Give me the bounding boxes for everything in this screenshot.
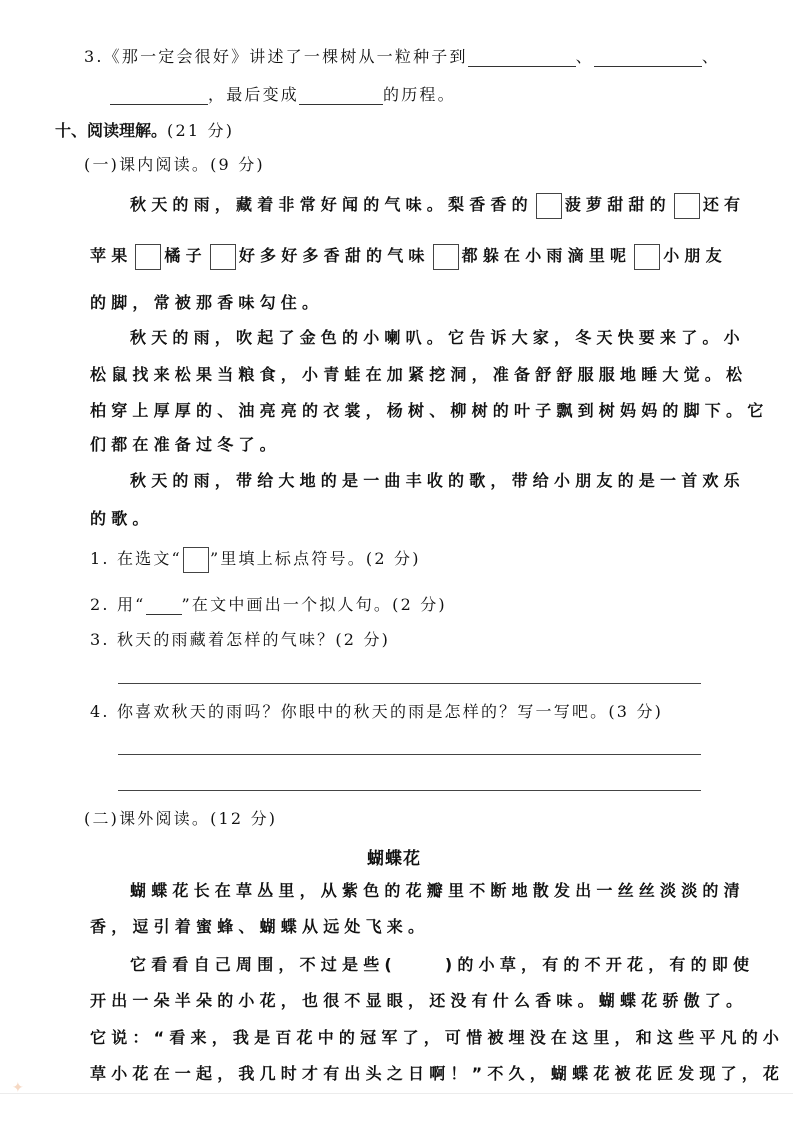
answer-line-q4-2[interactable] <box>118 790 701 791</box>
question-2-suffix: ”在文中画出一个拟人句。(2 分) <box>181 595 447 614</box>
question-2 <box>90 592 447 615</box>
section-score: (21 分) <box>167 121 235 140</box>
passage1-p2-line2: 松鼠找来松果当粮食，小青蛙在加紧挖洞，准备舒舒服服地睡大觉。松 <box>90 365 748 384</box>
question-1-suffix: ”里填上标点符号。(2 分) <box>209 549 421 568</box>
passage2-p1-line1: 蝴蝶花长在草丛里，从紫色的花瓣里不断地散发出一丝丝淡淡的清 <box>130 881 745 900</box>
passage2-p1-line2: 香，逗引着蜜蜂、蝴蝶从远处飞来。 <box>90 917 430 936</box>
separator: 、 <box>575 47 594 66</box>
answer-blank-3[interactable] <box>110 86 208 105</box>
punctuation-box[interactable] <box>536 193 562 219</box>
part2-heading: (二)课外阅读。(12 分) <box>84 809 278 828</box>
passage2-p2-line2: 开出一朵半朵的小花，也很不显眼，还没有什么香味。蝴蝶花骄傲了。 <box>90 991 748 1010</box>
question-1-prefix: 1. 在选文“ <box>90 549 182 568</box>
text-seg: 菠萝甜甜的 <box>564 195 671 214</box>
punctuation-box[interactable] <box>433 244 459 270</box>
punctuation-box[interactable] <box>135 244 161 270</box>
text-seg: 好多好多香甜的气味 <box>238 246 430 265</box>
text-seg: 都躲在小雨滴里呢 <box>461 246 632 265</box>
text-seg: 还有 <box>702 195 746 214</box>
passage2-p2-line4: 草小花在一起，我几时才有出头之日啊！”不久，蝴蝶花被花匠发现了，花 <box>90 1064 785 1083</box>
passage1-p3-line1: 秋天的雨，带给大地的是一曲丰收的歌，带给小朋友的是一首欢乐 <box>130 471 745 490</box>
text-seg: )的小草，有的不开花，有的即使 <box>444 955 755 974</box>
answer-blank-2[interactable] <box>594 48 702 67</box>
answer-blank-1[interactable] <box>468 48 576 67</box>
text-seg: 秋天的雨，藏着非常好闻的气味。梨香香的 <box>130 195 533 214</box>
text-seg: 它看看自己周围，不过是些( <box>130 955 397 974</box>
punctuation-box[interactable] <box>210 244 236 270</box>
prev-question-3-line2 <box>110 82 456 105</box>
prev-question-3-text: 3.《那一定会很好》讲述了一棵树从一粒种子到 <box>84 47 468 66</box>
part1-heading: (一)课内阅读。(9 分) <box>84 155 265 174</box>
question-4: 4. 你喜欢秋天的雨吗？你眼中的秋天的雨是怎样的？写一写吧。(3 分) <box>90 702 664 721</box>
punctuation-box-sample <box>183 547 209 573</box>
passage1-p2-line1: 秋天的雨，吹起了金色的小喇叭。它告诉大家，冬天快要来了。小 <box>130 328 745 347</box>
prev-question-3-end: 的历程。 <box>383 85 456 104</box>
passage1-p2-line4: 们都在准备过冬了。 <box>90 435 281 454</box>
punctuation-box[interactable] <box>634 244 660 270</box>
text-seg: 小朋友 <box>663 246 727 265</box>
passage1-p1-line2 <box>90 243 727 270</box>
passage1-p3-line2: 的歌。 <box>90 509 154 528</box>
passage2-p2-line1 <box>130 952 754 975</box>
passage1-p2-line3: 柏穿上厚厚的、油亮亮的衣裳，杨树、柳树的叶子飘到树妈妈的脚下。它 <box>90 401 769 420</box>
sparkle-icon: ✦ <box>12 1080 24 1096</box>
separator: 、 <box>701 47 721 66</box>
prev-question-3-mid: ，最后变成 <box>208 85 300 104</box>
question-1 <box>90 546 421 573</box>
passage1-p1-line1 <box>130 192 745 219</box>
punctuation-box[interactable] <box>674 193 700 219</box>
passage2-p2-line3: 它说：“看来，我是百花中的冠军了，可惜被埋没在这里，和这些平凡的小 <box>90 1028 785 1047</box>
question-3: 3. 秋天的雨藏着怎样的气味？(2 分) <box>90 630 391 649</box>
section-title: 十、阅读理解。 <box>55 121 168 140</box>
answer-line-q3[interactable] <box>118 683 701 684</box>
question-2-prefix: 2. 用“ <box>90 595 146 614</box>
passage2-title: 蝴蝶花 <box>367 849 421 869</box>
answer-blank-4[interactable] <box>299 86 383 105</box>
page-edge-divider <box>0 1093 793 1094</box>
prev-question-3-line1 <box>84 44 720 67</box>
text-seg: 橘子 <box>164 246 207 265</box>
underline-sample <box>146 600 182 615</box>
section-heading <box>55 118 234 141</box>
answer-line-q4-1[interactable] <box>118 754 701 755</box>
passage1-p1-line3: 的脚，常被那香味勾住。 <box>90 293 324 312</box>
text-seg: 苹果 <box>90 246 133 265</box>
